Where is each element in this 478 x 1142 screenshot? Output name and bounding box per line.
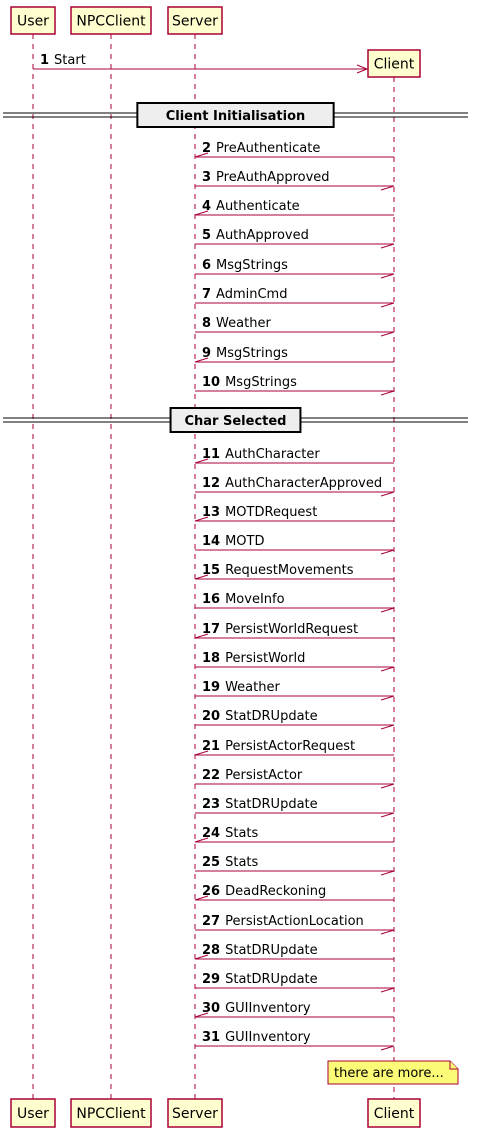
- message-text: [40, 53, 86, 68]
- message-text: [202, 709, 318, 724]
- message-label: MsgStrings: [225, 375, 297, 390]
- message-number: 14: [202, 534, 221, 549]
- message-28: [195, 943, 394, 959]
- message-text: [202, 826, 259, 841]
- message-text: [202, 346, 288, 361]
- arrow-head: [381, 988, 394, 992]
- message-label: DeadReckoning: [225, 884, 327, 899]
- message-number: 26: [202, 884, 221, 899]
- participant-label: Client: [373, 56, 415, 73]
- divider-label: Char Selected: [184, 414, 287, 429]
- arrow-head: [381, 332, 394, 336]
- message-text: [202, 592, 285, 607]
- message-label: MsgStrings: [216, 346, 288, 361]
- message-text: [202, 972, 318, 987]
- message-26: [195, 884, 394, 900]
- message-text: [202, 141, 320, 156]
- message-text: [202, 914, 364, 929]
- arrow-head: [381, 696, 394, 700]
- message-label: Weather: [225, 680, 280, 695]
- message-text: [202, 258, 288, 273]
- participant-client-top: [368, 50, 420, 77]
- participant-npc-bottom: [71, 1099, 151, 1127]
- participant-server-bottom: [168, 1099, 222, 1127]
- message-number: 2: [202, 141, 212, 156]
- message-5: [195, 228, 394, 248]
- divider: [3, 103, 468, 127]
- message-18: [195, 651, 394, 671]
- message-number: 17: [202, 622, 221, 637]
- message-16: [195, 592, 394, 612]
- message-number: 20: [202, 709, 221, 724]
- message-label: PersistWorld: [225, 651, 306, 666]
- arrow-head: [381, 667, 394, 671]
- message-number: 12: [202, 476, 221, 491]
- message-text: [202, 797, 318, 812]
- arrow-head: [381, 930, 394, 934]
- message-text: [202, 739, 355, 754]
- arrow-head: [381, 186, 394, 190]
- message-label: StatDRUpdate: [225, 709, 318, 724]
- message-number: 5: [202, 228, 212, 243]
- message-11: [195, 447, 394, 463]
- note-text: there are more...: [334, 1066, 444, 1081]
- message-17: [195, 622, 394, 638]
- message-number: 24: [202, 826, 221, 841]
- participants-bottom: [11, 1099, 420, 1127]
- participant-user-bottom: [11, 1099, 55, 1127]
- participant-label: Server: [172, 13, 218, 30]
- message-27: [195, 914, 394, 934]
- arrow-head: [381, 391, 394, 395]
- message-number: 29: [202, 972, 221, 987]
- message-4: [195, 199, 394, 215]
- message-number: 28: [202, 943, 221, 958]
- arrow-head: [381, 274, 394, 278]
- message-text: [202, 1030, 311, 1045]
- message-label: RequestMovements: [225, 563, 354, 578]
- message-text: [202, 505, 317, 520]
- arrow-head: [381, 784, 394, 788]
- message-number: 7: [202, 287, 212, 302]
- message-label: PreAuthApproved: [216, 170, 330, 185]
- participant-label: NPCClient: [76, 13, 146, 30]
- message-number: 11: [202, 447, 221, 462]
- message-text: [202, 768, 303, 783]
- message-label: AuthCharacterApproved: [225, 476, 383, 491]
- message-label: StatDRUpdate: [225, 943, 318, 958]
- arrow-head: [381, 871, 394, 875]
- arrow-head: [381, 244, 394, 248]
- message-label: Authenticate: [216, 199, 300, 214]
- message-text: [202, 199, 300, 214]
- message-number: 4: [202, 199, 212, 214]
- message-13: [195, 505, 394, 521]
- message-text: [202, 680, 280, 695]
- message-text: [202, 651, 305, 666]
- message-23: [195, 797, 394, 817]
- message-number: 23: [202, 797, 221, 812]
- message-text: [202, 476, 382, 491]
- message-label: AdminCmd: [216, 287, 288, 302]
- message-text: [202, 316, 271, 331]
- message-number: 15: [202, 563, 221, 578]
- message-number: 25: [202, 855, 221, 870]
- message-label: Weather: [216, 316, 271, 331]
- message-number: 9: [202, 346, 212, 361]
- message-text: [202, 622, 358, 637]
- message-label: StatDRUpdate: [225, 972, 318, 987]
- arrow-head: [381, 303, 394, 307]
- message-label: PersistActor: [225, 768, 303, 783]
- arrow-head: [381, 1046, 394, 1050]
- message-text: [202, 228, 309, 243]
- message-25: [195, 855, 394, 875]
- message-number: 3: [202, 170, 212, 185]
- message-label: PersistActorRequest: [225, 739, 356, 754]
- arrow-head: [381, 608, 394, 612]
- message-label: GUIInventory: [225, 1001, 311, 1016]
- participant-server-top: [168, 7, 222, 34]
- arrow-head: [381, 550, 394, 554]
- message-text: [202, 855, 259, 870]
- message-30: [195, 1001, 394, 1017]
- message-label: Stats: [225, 855, 259, 870]
- participant-label: User: [17, 1106, 49, 1122]
- message-text: [202, 170, 330, 185]
- message-3: [195, 170, 394, 190]
- message-22: [195, 768, 394, 788]
- participant-client-bottom: [368, 1099, 420, 1127]
- message-15: [195, 563, 394, 579]
- message-9: [195, 346, 394, 362]
- message-label: Start: [54, 53, 86, 68]
- message-number: 19: [202, 680, 221, 695]
- message-1: [33, 53, 367, 73]
- message-label: MOTDRequest: [225, 505, 318, 520]
- participant-label: User: [17, 13, 49, 30]
- diagram-content: [3, 53, 468, 1084]
- message-number: 1: [40, 53, 50, 68]
- arrow-head: [381, 725, 394, 729]
- message-label: Stats: [225, 826, 259, 841]
- message-number: 27: [202, 914, 221, 929]
- message-number: 13: [202, 505, 221, 520]
- participant-user-top: [11, 7, 55, 34]
- message-label: PreAuthenticate: [216, 141, 321, 156]
- message-label: AuthApproved: [216, 228, 309, 243]
- message-10: [195, 375, 394, 395]
- message-24: [195, 826, 394, 842]
- message-20: [195, 709, 394, 729]
- message-text: [202, 534, 265, 549]
- message-number: 6: [202, 258, 212, 273]
- message-number: 21: [202, 739, 221, 754]
- message-text: [202, 447, 320, 462]
- message-8: [195, 316, 394, 336]
- message-text: [202, 943, 318, 958]
- message-text: [202, 884, 326, 899]
- participant-label: Client: [373, 1106, 415, 1122]
- message-text: [202, 375, 297, 390]
- message-label: StatDRUpdate: [225, 797, 318, 812]
- message-19: [195, 680, 394, 700]
- message-text: [202, 287, 287, 302]
- message-label: MOTD: [225, 534, 265, 549]
- message-label: PersistWorldRequest: [225, 622, 359, 637]
- message-number: 18: [202, 651, 221, 666]
- divider-label: Client Initialisation: [165, 109, 306, 124]
- message-label: GUIInventory: [225, 1030, 311, 1045]
- message-text: [202, 563, 354, 578]
- participant-label: Server: [172, 1106, 218, 1122]
- message-number: 30: [202, 1001, 221, 1016]
- message-7: [195, 287, 394, 307]
- message-2: [195, 141, 394, 157]
- arrow-head: [381, 813, 394, 817]
- message-29: [195, 972, 394, 992]
- message-label: PersistActionLocation: [225, 914, 364, 929]
- message-label: MoveInfo: [225, 592, 285, 607]
- message-6: [195, 258, 394, 278]
- divider: [3, 408, 468, 432]
- message-21: [195, 739, 394, 755]
- message-label: AuthCharacter: [225, 447, 320, 462]
- message-31: [195, 1030, 394, 1050]
- message-14: [195, 534, 394, 554]
- participant-label: NPCClient: [76, 1106, 146, 1122]
- arrow-head: [381, 492, 394, 496]
- message-label: MsgStrings: [216, 258, 288, 273]
- note: [328, 1061, 458, 1084]
- message-number: 31: [202, 1030, 221, 1045]
- message-number: 8: [202, 316, 212, 331]
- message-number: 22: [202, 768, 221, 783]
- message-text: [202, 1001, 311, 1016]
- message-number: 10: [202, 375, 221, 390]
- message-12: [195, 476, 394, 496]
- participant-npc-top: [71, 7, 151, 34]
- message-number: 16: [202, 592, 221, 607]
